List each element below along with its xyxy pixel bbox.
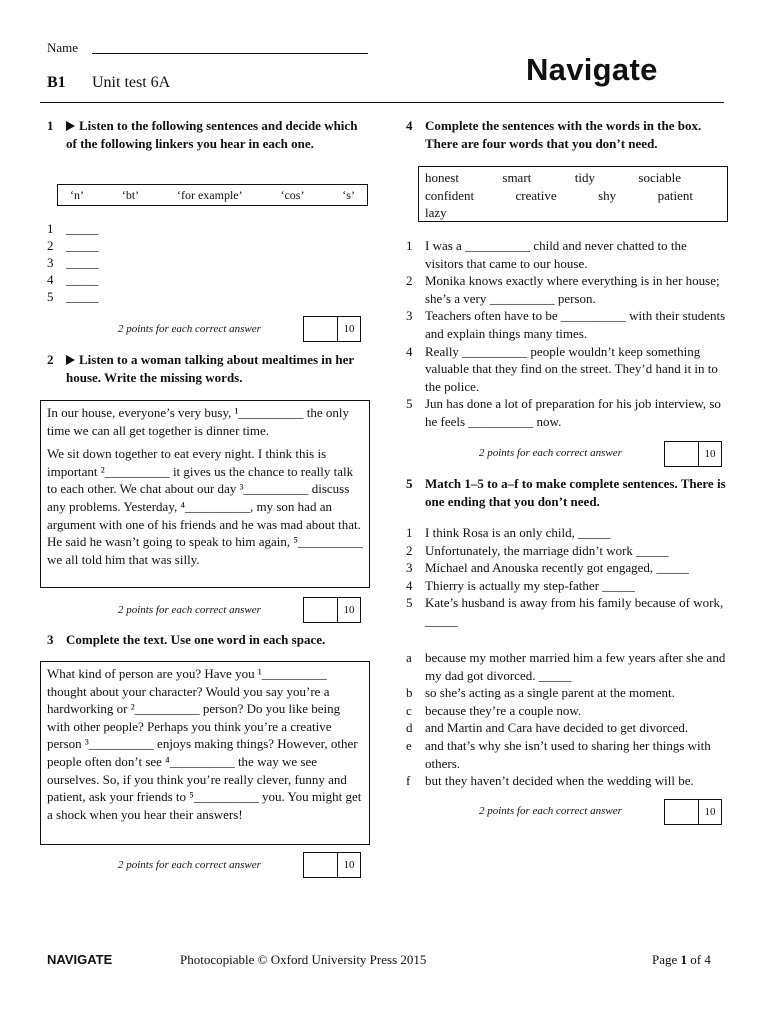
answer-line[interactable]: 3 _____ — [47, 255, 99, 270]
question-4-heading — [406, 117, 726, 153]
unit-title: Unit test 6A — [92, 74, 171, 91]
points-note: 2 points for each correct answer — [118, 859, 261, 871]
header-divider — [40, 102, 724, 103]
question-3-text: Complete the text. Use one word in each space. — [66, 632, 326, 647]
word-item: sociable — [638, 170, 681, 185]
points-note: 2 points for each correct answer — [479, 447, 622, 459]
linker-item: ‘for example’ — [176, 187, 243, 202]
passage-paragraph: In our house, everyone’s very busy, ¹__________ the only time we can all get together is dinner time. — [47, 405, 350, 438]
ending-item: f but they haven’t decided when the wedding will be. — [406, 773, 694, 789]
score-box — [664, 441, 722, 467]
ending-item: c because they’re a couple now. — [406, 702, 582, 718]
list-item: 4 Thierry is actually my step-father _____ — [406, 577, 635, 593]
answer-line[interactable]: 1 _____ — [47, 221, 99, 236]
word-item: honest — [425, 170, 459, 185]
list-item: 3 Michael and Anouska recently got engaged, _____ — [406, 560, 689, 576]
question-number: 2 — [47, 352, 54, 367]
score-max: 10 — [704, 448, 716, 460]
answer-line[interactable]: 4 _____ — [47, 272, 99, 287]
word-item: shy — [598, 187, 617, 203]
list-item: 2 Unfortunately, the marriage didn’t work _____ — [406, 542, 669, 558]
question-5-text: Match 1–5 to a–f to make complete sentences. There is one ending that you don’t need. — [425, 476, 726, 509]
score-box — [664, 799, 722, 825]
question-2-passage — [40, 400, 370, 588]
word-item: confident — [425, 187, 475, 203]
navigate-logo: Navigate — [526, 52, 658, 87]
score-input[interactable] — [665, 800, 699, 824]
answer-line[interactable]: 5 _____ — [47, 289, 99, 304]
list-item: 5 Jun has done a lot of preparation for his job interview, so he feels __________ now. — [406, 396, 721, 429]
question-5-heading — [406, 475, 726, 511]
list-item: 1 I was a __________ child and never chatted to the visitors that came to our house. — [406, 238, 687, 271]
question-3-passage — [40, 661, 370, 845]
linker-item: ‘n’ — [70, 187, 84, 202]
page-number: 1 — [680, 952, 688, 967]
list-item: 2 Monika knows exactly where everything is in her house; she’s a very __________ person. — [406, 273, 720, 306]
linker-item: ‘s’ — [342, 187, 355, 202]
word-item: tidy — [574, 170, 595, 185]
score-box — [303, 852, 361, 878]
score-max: 10 — [343, 859, 355, 871]
word-box — [418, 166, 728, 222]
question-1-text: Listen to the following sentences and decide which of the following linkers you hear in each one. — [66, 118, 358, 151]
footer-copyright: Photocopiable © Oxford University Press 2015 — [180, 952, 427, 967]
score-max: 10 — [343, 323, 355, 335]
linkers-box — [57, 184, 368, 206]
word-item: smart — [502, 170, 532, 185]
list-item: 4 Really __________ people wouldn’t keep something valuable that they find on the street. They’d hand it in to the police. — [406, 343, 718, 394]
question-number: 3 — [47, 632, 54, 647]
linker-item: ‘bt’ — [121, 187, 140, 202]
score-input[interactable] — [304, 853, 338, 877]
name-field[interactable] — [92, 53, 368, 54]
question-number: 4 — [406, 118, 413, 133]
audio-play-icon — [66, 355, 75, 365]
question-2-heading — [47, 351, 365, 387]
score-max: 10 — [343, 604, 355, 616]
score-max: 10 — [704, 806, 716, 818]
passage-paragraph: What kind of person are you? Have you ¹__________ thought about your character? Would you say you’re a hardworking or ²__________ person? Do you like being with other people? Perhaps you think you’re a creative person ³__________ enjoys making things? However, other people often don’t see ⁴__________ the way we see ourselves. So, if you think you’re really clever, funny and patient, ask your friends to ⁵__________ you. You might get a shock when you hear their answers! — [47, 666, 362, 822]
word-item: patient — [657, 187, 693, 203]
list-item: 3 Teachers often have to be __________ with their students and explain things many times. — [406, 308, 726, 341]
ending-item: a because my mother married him a few years after she and my dad got divorced. _____ — [406, 650, 726, 683]
name-label: Name — [47, 40, 79, 55]
level-label: B1 — [47, 74, 66, 91]
linker-item: ‘cos’ — [280, 187, 305, 202]
footer-brand: NAVIGATE — [47, 952, 113, 967]
score-input[interactable] — [304, 317, 338, 341]
list-item: 5 Kate’s husband is away from his family because of work, _____ — [406, 595, 724, 628]
question-1-answers — [47, 220, 99, 305]
score-box — [303, 316, 361, 342]
answer-line[interactable]: 2 _____ — [47, 238, 99, 253]
question-4-items — [406, 237, 726, 431]
question-number: 1 — [47, 118, 54, 133]
question-1-heading — [47, 117, 365, 153]
score-input[interactable] — [665, 442, 699, 466]
question-number: 5 — [406, 476, 413, 491]
ending-item: d and Martin and Cara have decided to get divorced. — [406, 720, 689, 736]
ending-item: e and that’s why she isn’t used to sharing her things with others. — [406, 737, 711, 771]
word-item: creative — [515, 187, 557, 203]
question-5-items — [406, 524, 726, 630]
question-4-text: Complete the sentences with the words in the box. There are four words that you don’t need. — [425, 118, 702, 151]
question-2-text: Listen to a woman talking about mealtimes in her house. Write the missing words. — [66, 352, 354, 385]
passage-paragraph: We sit down together to eat every night. I think this is important ²__________ it gives us the chance to really talk to each other. We chat about our day ³__________ discuss any problems. Yesterday, ⁴__________, my son had an argument with one of his friends and he was mad about that. He said he wasn’t going to speak to him again, ⁵__________ we all told him that was silly. — [47, 446, 363, 567]
score-box — [303, 597, 361, 623]
list-item: 1 I think Rosa is an only child, _____ — [406, 525, 611, 540]
question-5-endings — [406, 649, 726, 790]
points-note: 2 points for each correct answer — [118, 323, 261, 335]
audio-play-icon — [66, 121, 75, 131]
word-item: lazy — [425, 205, 447, 220]
ending-item: b so she’s acting as a single parent at the moment. — [406, 685, 675, 701]
score-input[interactable] — [304, 598, 338, 622]
points-note: 2 points for each correct answer — [479, 805, 622, 817]
question-3-heading — [47, 631, 365, 649]
page-indicator: Page 1 of 4 — [652, 952, 711, 967]
points-note: 2 points for each correct answer — [118, 604, 261, 616]
